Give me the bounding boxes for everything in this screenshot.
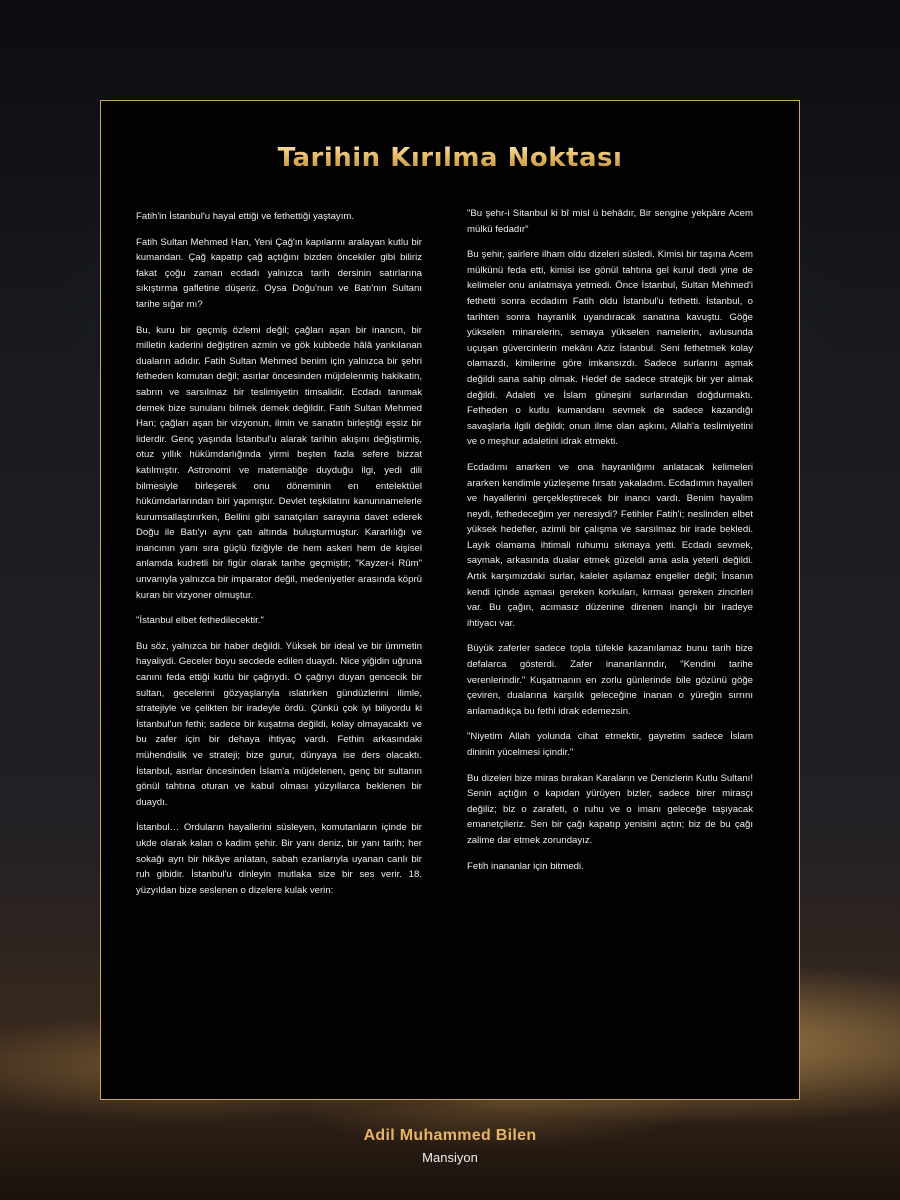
- article-frame: [100, 100, 800, 1100]
- right-column: [467, 206, 753, 884]
- paragraph: Büyük zaferler sadece topla tüfekle kazanılamaz bunu tarih bize defalarca gösterdi. Zafer inananlarındır, "Kendini tarihe verenlerindir." Kuşatmanın en zorlu günlerinde bile gözünü göğe çeviren, dualarına karşılık geleceğine inanan o yüreğin sırrını anlamadıkça bu fethi idrak edemezsin.: [467, 643, 753, 717]
- article-title: Tarihin Kırılma Noktası: [101, 143, 799, 173]
- paragraph: Bu, kuru bir geçmiş özlemi değil; çağları aşan bir inancın, bir milletin kaderini değiştiren azmin ve gök kubbede hâlâ yankılanan duaların adıdır. Fatih Sultan Mehmed benim için yalnızca bir şehri fetheden komutan değil; asırlar öncesinden müjdelenmiş hakikatin, sabrın ve sarsılmaz bir teslimiyetin timsalidir. Ecdadı tanımak demek bize sunulanı bilmek demek değildir. Fatih Sultan Mehmed Han; çağları aşan bir vizyonun, ilmin ve sanatın birleştiği eşsiz bir liderdir. Genç yaşında İstanbul'u alarak tarihin akışını değiştirmiş, otuz yıllık hükümdarlığında yirmi beşten fazla sefere bizzat katılmıştır. Astronomi ve matematiğe duyduğu ilgi, yedi dili bilmesiyle birleşerek onu döneminin en entelektüel hükümdarlarından biri yapmıştır. Devlet teşkilatını kanunnamelerle kurumsallaştırırken, Bellini gibi sanatçıları sarayına davet ederek Doğu ile Batı'yı aynı çatı altında buluşturmuştur. Kararlılığı ve inancının yanı sıra güçlü fiziğiyle de hem askeri hem de kişisel anlamda kudretli bir figür olarak tarihe geçmiştir; "Kayzer-i Rûm" unvanıyla yalnızca bir imparator değil, medeniyetler arasında köprü kuran bir vizyoner olmuştur.: [136, 324, 422, 601]
- paragraph: Ecdadımı anarken ve ona hayranlığımı anlatacak kelimeleri ararken kendimle yüzleşeme fırsatı yakaladım. Ecdadımın hayalleri ve hayallerini gerçekleştirecek bir inancı vardı. Benim hayalim neydi, fethedeceğim yer neresiydi? Fetihler Fatih'i; neslinden elbet yüksek hedefler, azimli bir çalışma ve sarsılmaz bir irade bekledi. Layık olamama ihtimali ruhumu sıkmaya yetti. Ecdadı sevmek, saymak, arkasında dualar etmek güzeldi ama asla yeterli değildi. Artık karşımızdaki surlar, kaleler aşılamaz engeller değil; İnsanın kendi içinde aşması gereken korkuları, kırması gereken zincirleri var. Bu çağın, acımasız düzenine direnen inançlı bir iradeye ihtiyacı var.: [467, 461, 753, 629]
- paragraph: Bu şehir, şairlere ilham oldu dizeleri süsledi. Kimisi bir taşına Acem mülkünü feda etti, kimisi ise gönül tahtına gel kurul dedi yine de kelimeler onu anlatmaya yetmedi. Önce İstanbul, Sultan Mehmed'i fethetti sonra ecdadım Fatih oldu İstanbul'u fethetti. İstanbul, o tarihten sonra hayranlık uyandıracak sanatına kavuştu. Göğe yükselen minarelerin, semaya yükselen namelerin, avlusunda uçuşan güvercinlerin mekânı Aziz İstanbul. Seni fethetmek kolay olamazdı, kimilerine göre imkansızdı. Sadece surlarını aşmak değildi sana sahip olmak. Hedef de sadece stratejik bir yer almak değildi. Adaleti ve İslam güneşini surlarından doğdurmaktı. Fetheden o kutlu kumandanı sevmek de sadece kazandığı savaşlarla ilgili değildi; onun ilme olan aşkını, Allah'a teslimiyetini ve o meşhur adaletini idrak etmekti.: [467, 249, 753, 448]
- paragraph: İstanbul… Orduların hayallerini süsleyen, komutanların içinde bir ukde olarak kalan o kadim şehir. Bir yanı deniz, bir yanı tarih; her sokağı ayrı bir hikâye anlatan, sabah ezanlarıyla uyanan canlı bir ruh gibidir. İstanbul'u dinleyin mutlaka size bir ses verir. 18. yüzyıldan bize seslenen o dizelere kulak verin:: [136, 822, 422, 896]
- quote-paragraph: "İstanbul elbet fethedilecektir.": [136, 615, 264, 627]
- paragraph: Fatih Sultan Mehmed Han, Yeni Çağ'ın kapılarını aralayan kutlu bir kumandan. Çağ kapatıp çağ açtığını bizden öncekiler gibi biliriz fakat çoğu zaman ecdadı yalnızca tarih dersinin satırlarına sıkıştırma gafletine düşeriz. Oysa Doğu'nun ve Batı'nın Sultanı tarihe sığar mı?: [136, 236, 422, 310]
- paragraph: Fatih'in İstanbul'u hayal ettiği ve fethettiği yaştayım.: [136, 211, 355, 222]
- quote-paragraph: "Niyetim Allah yolunda cihat etmektir, gayretim sadece İslam dininin yücelmesi içindir.": [467, 731, 753, 758]
- author-name: Adil Muhammed Bilen: [363, 1127, 537, 1144]
- paragraph: Bu dizeleri bize miras bırakan Karaların ve Denizlerin Kutlu Sultanı! Senin açtığın o kapıdan yürüyen bizler, sadece birer mirasçı değiliz; biz o zarafeti, o ruhu ve o imanı geleceğe taşıyacak emanetçileriz. Sen bir çağı kapatıp yenisini açtın; biz de bu çağı zalime dar etmek zorundayız.: [467, 772, 753, 846]
- author-award: Mansiyon: [422, 1150, 478, 1165]
- paragraph: Bu söz, yalnızca bir haber değildi. Yüksek bir ideal ve bir ümmetin hayaliydi. Geceler boyu secdede edilen duaydı. Nice yiğidin uğruna canını feda ettiği kutlu bir çağrıydı. O çağrıyı duyan gencecik bir sultan, gecelerini gözyaşlarıyla ıslatırken gündüzlerini ilimle, stratejiyle ve çelikten bir iradeyle ördü. Çünkü çok iyi biliyordu ki İstanbul'un fethi; sadece bir kuşatma değildi, kolay olmayacaktı ve bu zafer için bir dehaya ihtiyaç vardı. Fethin arkasındaki mühendislik ve strateji; bize gurur, dünyaya ise ders olacaktı. İstanbul, asırlar öncesinden İslam'a müjdelenen, genç bir sultanın gönül tahtına oturan ve kabul olması yüzyıllarca beklenen bir duaydı.: [136, 640, 422, 808]
- closing-line: Fetih inananlar için bitmedi.: [467, 860, 584, 872]
- left-column: [136, 209, 422, 908]
- poem-quote: "Bu şehr-i Sitanbul ki bî misl ü behâdır, Bir sengine yekpâre Acem mülkü fedadır": [467, 208, 753, 235]
